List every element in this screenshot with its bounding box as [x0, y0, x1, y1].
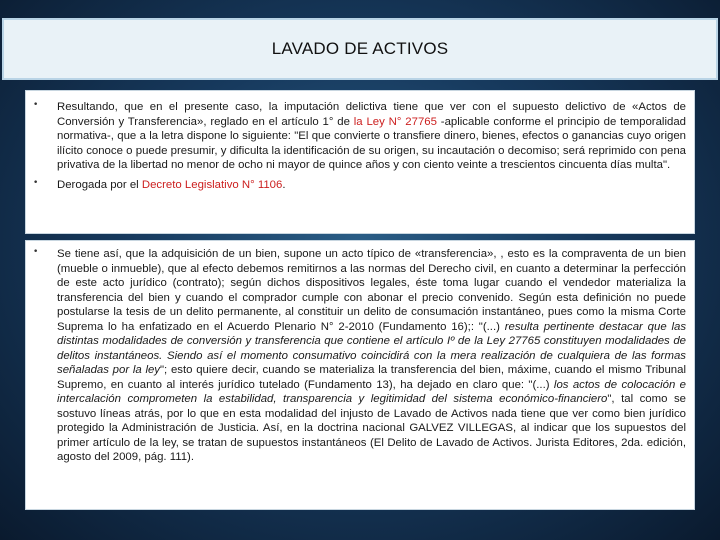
- slide-title: LAVADO DE ACTIVOS: [271, 39, 449, 58]
- decree-reference: Decreto Legislativo N° 1106: [141, 178, 283, 191]
- slide-title-box: [2, 18, 718, 80]
- quote-italic-2: los actos de colocación e intercalación comprometen la estabilidad, transparencia y legitimidad del sistema económico-financiero: [57, 378, 686, 405]
- bullet-icon: •: [33, 177, 39, 188]
- paragraph-text-mid: "; esto quiere decir, cuando se materializa la transferencia del bien, máxime, cuando el mismo Tribunal Supremo, en cuanto al interés jurídico tutelado (Fundamento 13), ha dejado en claro que: "(...): [57, 364, 686, 391]
- content-panel-bottom: [25, 240, 695, 510]
- paragraph-text-end: ", tal como se sostuvo líneas atrás, por lo que en esta modalidad del injusto de Lavado de Activos nada tiene que ver como bien jurídico protegido la Administración de Justicia. Así, en la doctrina nacional GALVEZ VILLEGAS, al indicar que los supuestos del primer artículo de la ley, se tratan de supuestos instantáneos (El Delito de Lavado de Activos. Jurista Editores, 2da. edición, agosto del 2009, pág. 111).: [57, 393, 686, 463]
- paragraph-derogada: [57, 178, 694, 193]
- paragraph-text: Derogada por el: [57, 178, 142, 191]
- bullet-icon: •: [33, 100, 39, 110]
- paragraph-text: Resultando, que en el presente caso, la imputación delictiva tiene que ver con el supuesto delictivo de «Actos de Conversión y Transferencia», reglado en el artículo 1° de: [57, 101, 686, 128]
- paragraph-adquisicion: [57, 247, 694, 465]
- paragraph-text-end: .: [282, 178, 286, 191]
- quote-italic-1: resulta pertinente destacar que las distintas modalidades de conversión y transferencia que contiene el artículo Iº de la Ley 27765 constituyen modalidades de delitos instantáneos. Siendo así el momento consumativo coincidirá con la mera realización de cualquiera de las formas señaladas por la ley: [57, 320, 687, 376]
- bullet-item-resultando: [26, 91, 694, 173]
- bullet-item-derogada: [26, 173, 694, 193]
- paragraph-text: Se tiene así, que la adquisición de un bien, supone un acto típico de «transferencia», , esto es la compraventa de un bien (mueble o inmueble), que al efecto debemos remitirnos a las normas del Derecho civil, en cuanto a determinar la perfección de este acto jurídico (contrato); según dichos dispositivos legales, éste toma lugar cuando el vendedor materializa la transferencia del bien y cuando el comprador cumple con abonar el precio convenido. Según esta definición no puede postularse la tesis de un delito permanente, al constituir un delito de consumación instantáneo, pues como la misma Corte Suprema lo ha enfatizado en el Acuerdo Plenario N° 2-2010 (Fundamento 16);: "(...): [57, 248, 686, 333]
- paragraph-text-cont: -aplicable conforme el principio de temporalidad normativa-, que a la letra dispone lo siguiente: "El que convierte o transfiere dinero, bienes, efectos o ganancias cuyo origen ilícito conoce o puede presumir, y dificulta la identificación de su origen, su incautación o decomiso; será reprimido con pena privativa de la libertad no menor de ocho ni mayor de quince años y con ciento veinte a trescientos cincuenta días multa".: [57, 115, 686, 171]
- content-panel-top: [25, 90, 695, 234]
- bullet-item-adquisicion: [26, 241, 694, 465]
- law-reference: la Ley N° 27765: [353, 115, 437, 128]
- paragraph-resultando: [57, 100, 694, 173]
- bullet-icon: •: [33, 247, 39, 257]
